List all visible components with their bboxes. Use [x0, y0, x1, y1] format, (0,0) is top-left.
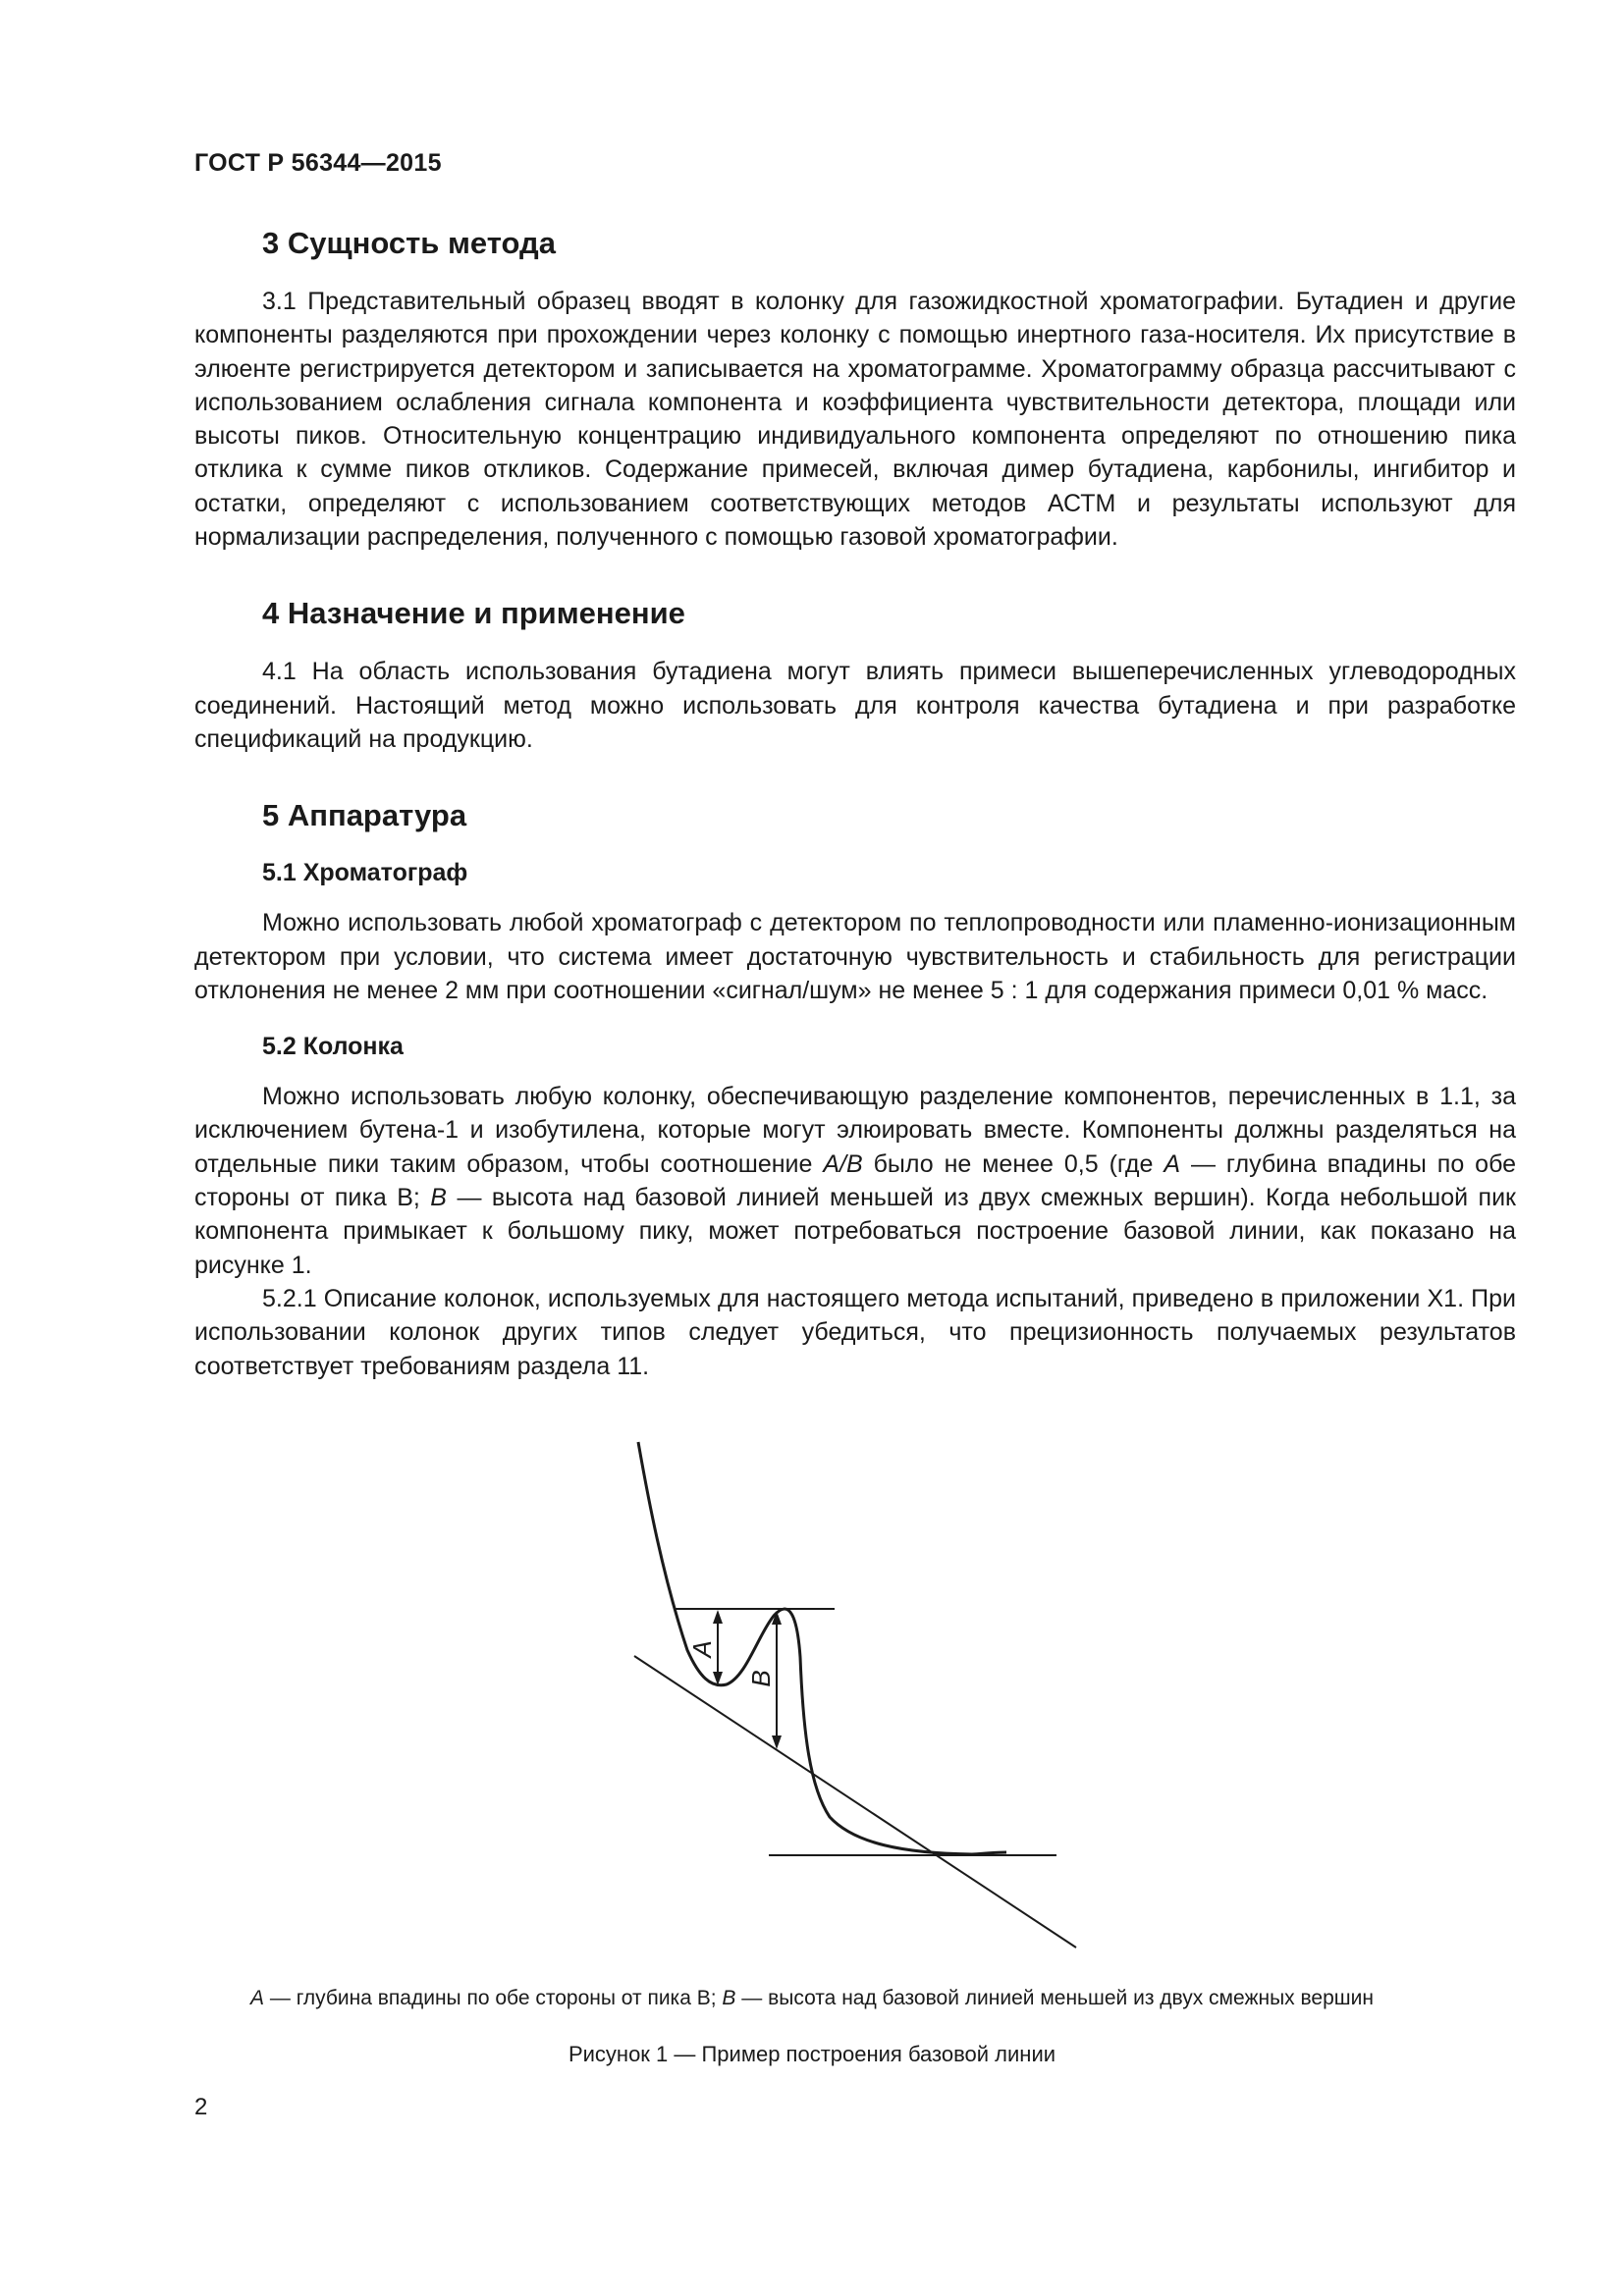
subsection-5-2-title: 5.2 Колонка [262, 1033, 404, 1061]
section-5-title: 5 Аппаратура [262, 798, 467, 833]
figure-1-baseline-diagram [609, 1439, 1080, 1949]
p1-text-c: — глубина впадины по обе стороны от пика В; [194, 1149, 1517, 1212]
sloped-baseline-line [634, 1656, 1076, 1948]
p1-text-d: — высота над базовой линией меньшей из двух смежных вершин). Когда небольшой пик компонента примыкает к большому пику, может потребоваться построение базовой линии, как показано на рисунке 1. [194, 1184, 1516, 1279]
figure-1-caption: Рисунок 1 — Пример построения базовой линии [568, 2042, 1056, 2066]
section-4-paragraph-1: 4.1 На область использования бутадиена могут влиять примеси вышеперечисленных углеводородных соединений. Настоящий метод можно использовать для контроля качества бутадиена и при разработке спецификаций на продукцию. [194, 658, 1516, 753]
section-4-title: 4 Назначение и применение [262, 596, 685, 631]
label-a: A [687, 1640, 717, 1658]
figure-1-legend [0, 1987, 1624, 2010]
ratio-a-b: A/B [823, 1149, 863, 1178]
subsection-5-2-paragraph-1 [194, 1080, 1516, 1282]
arrow-a-head-top [713, 1610, 723, 1624]
p1-text-a: Можно использовать любую колонку, обеспечивающую разделение компонентов, перечисленных в 1.1, за исключением бутена-1 и изобутилена, которые могут элюировать вместе. Компоненты должны разделяться на отдельные пики таким образом, чтобы соотношение [194, 1083, 1516, 1178]
symbol-b: B [430, 1184, 447, 1212]
section-3-title: 3 Сущность метода [262, 226, 556, 260]
subsection-5-2-1-paragraph: 5.2.1 Описание колонок, используемых для настоящего метода испытаний, приведено в приложении Х1. При использовании колонок других типов следует убедиться, что прецизионность получаемых результатов соответствует требованиям раздела 11. [194, 1284, 1516, 1380]
legend-symbol-b: B [722, 1987, 736, 2009]
document-body [194, 222, 1516, 1383]
standard-code-header: ГОСТ Р 56344—2015 [194, 149, 442, 177]
symbol-a: A [1164, 1149, 1181, 1178]
legend-text-b: — высота над базовой линией меньшей из двух смежных вершин [735, 1987, 1374, 2009]
subsection-5-1-paragraph: Можно использовать любой хроматограф с детектором по теплопроводности или пламенно-ионизационным детектором при условии, что система имеет достаточную чувствительность и стабильность для регистрации отклонения не менее 2 мм при соотношении «сигнал/шум» не менее 5 : 1 для содержания примеси 0,01 % масс. [194, 909, 1516, 1004]
label-b: B [746, 1670, 776, 1687]
page-number: 2 [194, 2094, 208, 2120]
p1-text-b: было не менее 0,5 (где [862, 1149, 1164, 1178]
section-3-paragraph-1: 3.1 Представительный образец вводят в колонку для газожидкостной хроматографии. Бутадиен и другие компоненты разделяются при прохождении через колонку с помощью инертного газа-носителя. Их присутствие в элюенте регистрируется детектором и записывается на хроматограмме. Хроматограмму образца рассчитывают с использованием ослабления сигнала компонента и коэффициента чувствительности детектора, площади или высоты пиков. Относительную концентрацию индивидуального компонента определяют по отношению пика отклика к сумме пиков откликов. Содержание примесей, включая димер бутадиена, карбонилы, ингибитор и остатки, определяют с использованием соответствующих методов АСТМ и результаты используют для нормализации распределения, полученного с помощью газовой хроматографии. [194, 288, 1516, 552]
subsection-5-1-title: 5.1 Хроматограф [262, 859, 468, 887]
legend-symbol-a: A [250, 1987, 265, 2009]
legend-text-a: — глубина впадины по обе стороны от пика В; [264, 1987, 723, 2009]
